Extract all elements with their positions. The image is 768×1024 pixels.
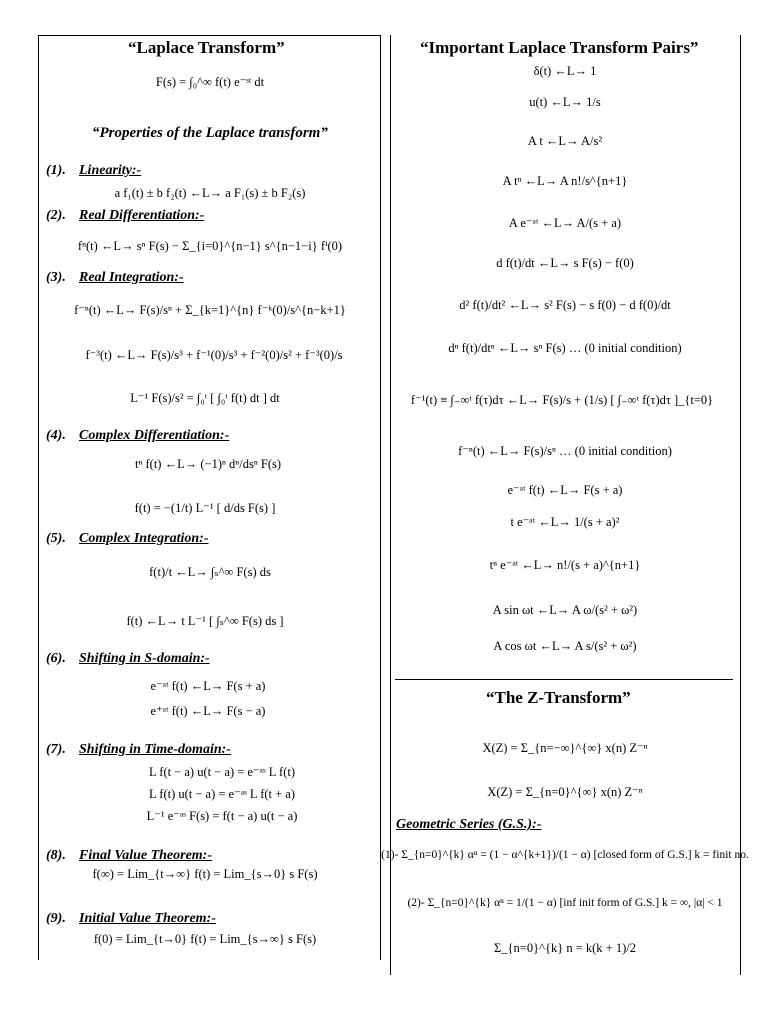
equation: f(t) = −(1/t) L⁻¹ [ d/ds F(s) ]: [134, 501, 276, 515]
transform-pair: f⁻ⁿ(t) ←L→ F(s)/sⁿ … (0 initial condition): [458, 444, 672, 458]
equation: fⁿ(t) ←L→ sⁿ F(s) − Σ_{i=0}^{n−1} s^{n−1−i} fⁱ(0): [77, 239, 343, 253]
equation: L⁻¹ F(s)/s² = ∫₀ᵗ [ ∫₀ᵗ f(t) dt ] dt: [130, 391, 280, 405]
right-column-left-rule: [390, 35, 391, 975]
equation: f⁻³(t) ←L→ F(s)/s³ + f⁻¹(0)/s³ + f⁻²(0)/s² + f⁻³(0)/s: [85, 348, 343, 362]
section-number: (5).: [46, 531, 66, 546]
transform-pair: d² f(t)/dt² ←L→ s² F(s) − s f(0) − d f(0)/dt: [459, 298, 671, 312]
section-label-initial-value-theorem: Initial Value Theorem:-: [79, 911, 216, 926]
section-label-shifting-s-domain: Shifting in S-domain:-: [79, 651, 210, 666]
transform-pair: A sin ωt ←L→ A ω/(s² + ω²): [492, 603, 638, 617]
equation: tⁿ f(t) ←L→ (−1)ⁿ dⁿ/dsⁿ F(s): [134, 457, 282, 471]
transform-pair: A tⁿ ←L→ A n!/s^{n+1}: [502, 174, 628, 188]
equation: L f(t) u(t − a) = e⁻ᵃˢ L f(t + a): [148, 787, 296, 801]
section-label-shifting-time-domain: Shifting in Time-domain:-: [79, 742, 231, 757]
right-column-right-rule: [740, 35, 741, 975]
section-number: (3).: [46, 270, 66, 285]
equation: f⁻ⁿ(t) ←L→ F(s)/sⁿ + Σ_{k=1}^{n} f⁻ᵏ(0)/s^{n−k+1}: [74, 303, 346, 317]
left-column-left-rule: [38, 35, 39, 960]
geometric-equation: (2)- Σ_{n=0}^{k} αⁿ = 1/(1 − α) [inf init form of G.S.] k = ∞, |α| < 1: [407, 897, 723, 909]
transform-pair: A e⁻ᵃᵗ ←L→ A/(s + a): [508, 216, 622, 230]
transform-pair: tⁿ e⁻ᵃᵗ ←L→ n!/(s + a)^{n+1}: [489, 558, 641, 572]
section-number: (4).: [46, 428, 66, 443]
equation: e⁺ᵃᵗ f(t) ←L→ F(s − a): [150, 704, 266, 718]
equation: f(t)/t ←L→ ∫ₛ^∞ F(s) ds: [149, 565, 271, 579]
z-transform-divider: [395, 679, 733, 680]
pairs-title: “Important Laplace Transform Pairs”: [420, 38, 699, 57]
section-number: (8).: [46, 848, 66, 863]
left-column-top-rule: [38, 35, 380, 36]
section-label-complex-differentiation: Complex Differentiation:-: [79, 428, 230, 443]
transform-pair: u(t) ←L→ 1/s: [529, 95, 601, 109]
z-transform-title: “The Z-Transform”: [486, 688, 631, 707]
transform-pair: d f(t)/dt ←L→ s F(s) − f(0): [496, 256, 634, 270]
equation: f(t) ←L→ t L⁻¹ [ ∫ₛ^∞ F(s) ds ]: [126, 614, 284, 628]
geometric-series-label: Geometric Series (G.S.):-: [396, 817, 542, 832]
section-label-real-differentiation: Real Differentiation:-: [79, 208, 205, 223]
laplace-definition: F(s) = ∫₀^∞ f(t) e⁻ˢᵗ dt: [155, 75, 265, 89]
equation: L f(t − a) u(t − a) = e⁻ᵃˢ L f(t): [148, 765, 296, 779]
geometric-equation: (1)- Σ_{n=0}^{k} αⁿ = (1 − α^{k+1})/(1 − α) [closed form of G.S.] k = finit no.: [381, 849, 749, 861]
equation: L⁻¹ e⁻ᵃˢ F(s) = f(t − a) u(t − a): [146, 809, 298, 823]
transform-pair: e⁻ᵃᵗ f(t) ←L→ F(s + a): [507, 483, 623, 497]
laplace-title: “Laplace Transform”: [128, 38, 285, 57]
geometric-equation: Σ_{n=0}^{k} n = k(k + 1)/2: [494, 941, 636, 955]
transform-pair: f⁻¹(t) ≡ ∫₋∞ᵗ f(τ)dτ ←L→ F(s)/s + (1/s) [ ∫₋∞ᵗ f(τ)dτ ]_{t=0}: [410, 393, 714, 407]
properties-heading: “Properties of the Laplace transform”: [92, 125, 328, 141]
transform-pair: A cos ωt ←L→ A s/(s² + ω²): [493, 639, 637, 653]
equation: f(0) = Lim_{t→0} f(t) = Lim_{s→∞} s F(s): [93, 932, 317, 946]
section-label-linearity: Linearity:-: [79, 163, 142, 178]
left-column-right-rule: [380, 35, 381, 960]
equation: f(∞) = Lim_{t→∞} f(t) = Lim_{s→0} s F(s): [92, 867, 318, 881]
transform-pair: t e⁻ᵃᵗ ←L→ 1/(s + a)²: [510, 515, 620, 529]
z-equation: X(Z) = Σ_{n=0}^{∞} x(n) Z⁻ⁿ: [487, 785, 643, 799]
z-equation: X(Z) = Σ_{n=−∞}^{∞} x(n) Z⁻ⁿ: [482, 741, 648, 755]
equation: a f₁(t) ± b f₂(t) ←L→ a F₁(s) ± b F₂(s): [114, 186, 306, 200]
section-label-final-value-theorem: Final Value Theorem:-: [79, 848, 213, 863]
transform-pair: δ(t) ←L→ 1: [533, 64, 597, 78]
transform-pair: dⁿ f(t)/dtⁿ ←L→ sⁿ F(s) … (0 initial condition): [448, 341, 682, 355]
equation: e⁻ᵃᵗ f(t) ←L→ F(s + a): [150, 679, 266, 693]
transform-pair: A t ←L→ A/s²: [527, 134, 603, 148]
section-number: (7).: [46, 742, 66, 757]
section-number: (2).: [46, 208, 66, 223]
section-number: (1).: [46, 163, 66, 178]
section-number: (9).: [46, 911, 66, 926]
section-label-complex-integration: Complex Integration:-: [79, 531, 209, 546]
section-label-real-integration: Real Integration:-: [79, 270, 184, 285]
section-number: (6).: [46, 651, 66, 666]
